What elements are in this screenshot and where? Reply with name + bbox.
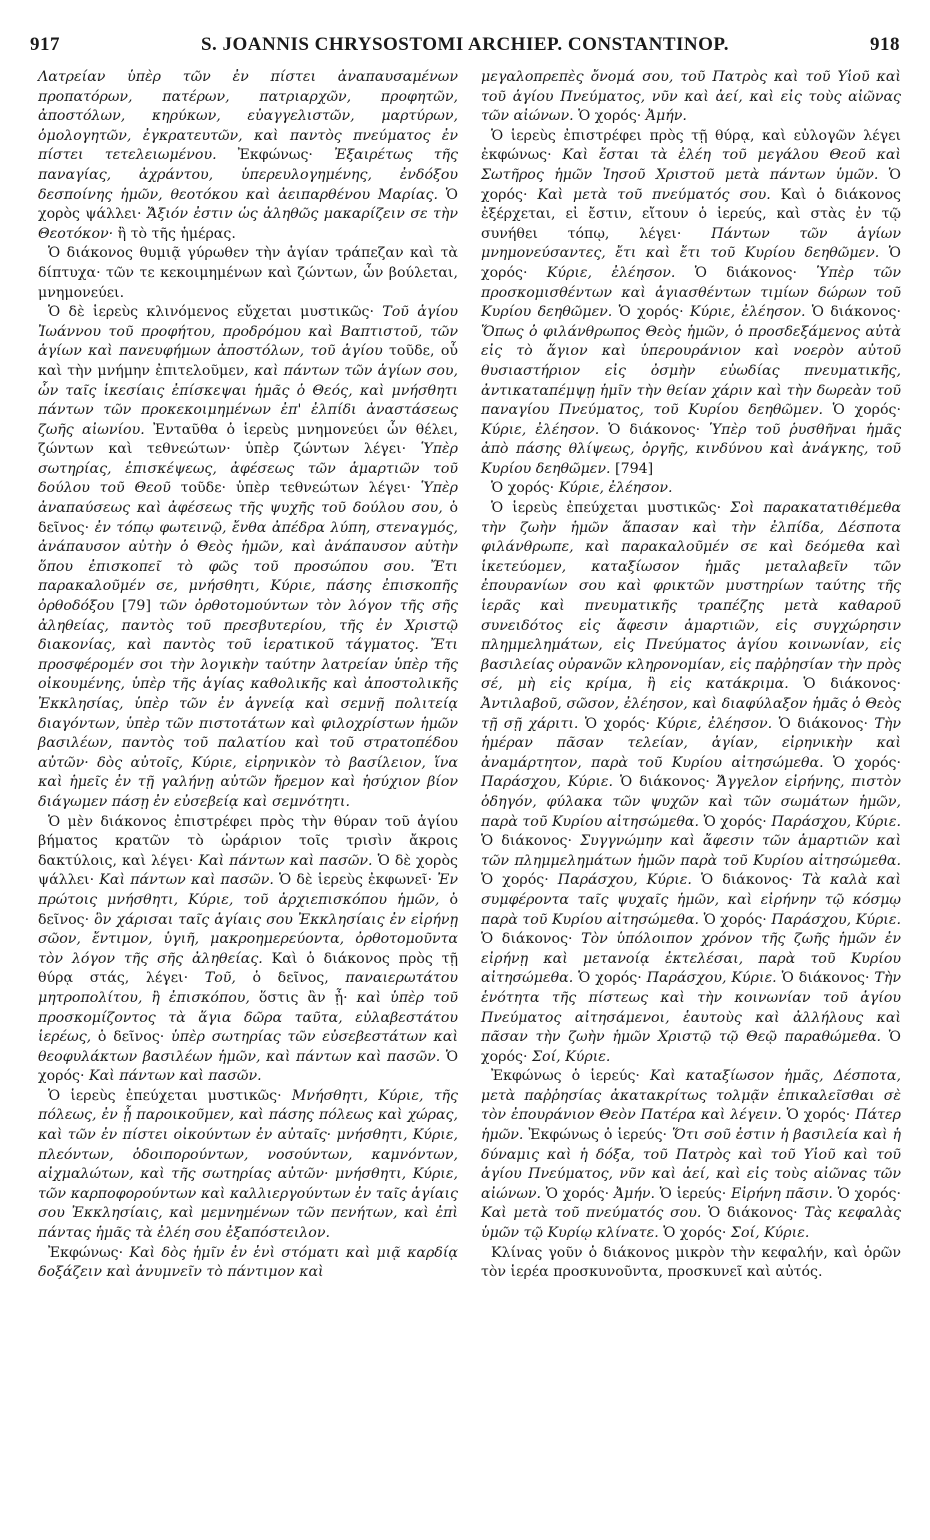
paragraph [38,813,458,1087]
rubric-text: Ὁ μὲν διάκονος ἐπιστρέφει πρὸς τὴν θύραν τοῦ ἁγίου βήματος κρατῶν τὸ ὠράριον τοῖς τρισὶν ἄκροις δακτύλοις, καὶ λέγει· [38,813,458,869]
liturgical-text: Ἐξαιρέτως τῆς παναγίας, ἀχράντου, ὑπερευλογημένης, ἐνδόξου δεσποίνης ἡμῶν, θεοτόκου καὶ ἀειπαρθένου Μαρίας. [38,147,458,203]
liturgical-text: καὶ ὑπὲρ τοῦ προσκομίζοντος τὰ ἅγια δῶρα ταῦτα, εὐλαβεστάτου ἱερέως, [38,989,458,1046]
liturgical-text: Ἀμήν. [641,108,687,125]
liturgical-text: Τὴν ἑνότητα τῆς πίστεως καὶ τὴν κοινωνίαν τοῦ ἁγίου Πνεύματος αἰτησάμενοι, ἑαυτοὺς καὶ ἀλλήλους καὶ πᾶσαν τὴν ζωὴν ἡμῶν Χριστῷ τῷ Θεῷ παραθώμεθα. [481,970,901,1046]
rubric-text: Ὁ χορός· [481,1029,901,1065]
liturgical-text: ὃν χάρισαι ταῖς ἁγίαις σου Ἐκκλησίαις ἐν εἰρήνῃ σῶον, ἔντιμον, ὑγιῆ, μακροημερεύοντα, ὀρθοτομοῦντα τὸν λόγον τῆς σῆς ἀληθείας. [38,911,458,967]
rubric-text: ὁ δεῖνος· [91,1029,165,1046]
liturgical-text: Ἐν πρώτοις μνήσθητι, Κύριε, τοῦ ἀρχιεπισκόπου ἡμῶν, [38,872,458,908]
rubric-text: Ὁ χορός· [481,245,901,281]
paragraph [38,1244,458,1283]
liturgical-text: Κύριε, ἐλέησον. [527,264,676,281]
right-column [481,68,901,1283]
liturgical-text: Πάντων τῶν ἁγίων μνημονεύσαντες, ἔτι καὶ ἔτι τοῦ Κυρίου δεηθῶμεν. [481,225,901,262]
liturgical-text: Παράσχου, Κύριε. [481,774,614,791]
liturgical-text: τῶν ὀρθοτομούντων τὸν λόγον τῆς σῆς ἀληθείας, παντὸς τοῦ πρεσβυτερίου, τῆς ἐν Χριστῷ διακονίας, καὶ παντὸς τοῦ ἱερατικοῦ τάγματος. Ἔτι προσφέρομέν σοι τὴν λογικὴν ταύτην λατρείαν ὑπὲρ τῆς οἰκουμένης, ὑπὲρ τῆς ἁγίας καθολικῆς καὶ ἀποστολικῆς Ἐκκλησίας, ὑπὲρ τῶν ἐν ἁγνείᾳ καὶ σεμνῇ πολιτείᾳ διαγόντων, ὑπὲρ τῶν πιστοτάτων καὶ φιλοχρίστων ἡμῶν βασιλέων, παντὸς τοῦ παλατίου καὶ τοῦ στρατοπέδου αὐτῶν· δὸς αὐτοῖς, Κύριε, εἰρηνικὸν τὸ βασίλειον, ἵνα καὶ ἡμεῖς ἐν τῇ γαλήνῃ αὐτῶν ἤρεμον καὶ ἡσύχιον βίον διάγωμεν πάσῃ ἐν εὐσεβείᾳ καὶ σεμνότητι. [38,598,458,810]
left-column [38,68,458,1283]
rubric-text: Ὁ δὲ ἱερεὺς ἐκφωνεῖ· [273,872,433,889]
liturgical-text: Παράσχου, Κύριε. [548,872,692,889]
liturgical-text: Σοὶ παρακατατιθέμεθα τὴν ζωὴν ἡμῶν ἅπασαν καὶ τὴν ἐλπίδα, Δέσποτα φιλάνθρωπε, καὶ παρακαλοῦμέν σε καὶ δεόμεθα καὶ ἱκετεύομεν, καταξίωσον ἡμᾶς μεταλαβεῖν τῶν ἐπουρανίων σου καὶ φρικτῶν μυστηρίων ταύτης τῆς ἱερᾶς καὶ πνευματικῆς τραπέζης μετὰ καθαροῦ συνειδότος εἰς ἄφεσιν ἁμαρτιῶν, εἰς συγχώρησιν πλημμελημάτων, εἰς Πνεύματος ἁγίου κοινωνίαν, εἰς βασιλείας οὐρανῶν κληρονομίαν, εἰς παῤῥησίαν τὴν πρὸς σέ, μὴ εἰς κρίμα, ἢ εἰς κατάκριμα. [481,500,901,693]
liturgical-text: Καὶ δὸς ἡμῖν ἐν ἑνὶ στόματι καὶ μιᾷ καρδίᾳ δοξάζειν καὶ ἀνυμνεῖν τὸ πάντιμον καὶ [38,1244,458,1281]
rubric-text: Ὁ χορός· [823,754,901,771]
rubric-text: ὁ δεῖνος· [38,891,458,928]
rubric-text: Ὁ διάκονος· [805,304,901,321]
rubric-text: Ὁ δὲ χορὸς ψάλλει· [38,852,459,889]
paragraph [481,68,901,127]
rubric-text: Ὁ διάκονος θυμιᾷ γύρωθεν τὴν ἁγίαν τράπεζαν καὶ τὰ δίπτυχα· τῶν τε κεκοιμημένων καὶ ζώντων, ὧν βούλεται, μνημονεύει. [38,245,458,301]
liturgical-text: Τὸν ὑπόλοιπον χρόνον τῆς ζωῆς ἡμῶν ἐν εἰρήνῃ καὶ μετανοίᾳ ἐκτελέσαι, παρὰ τοῦ Κυρίου αἰτησώμεθα. [481,931,901,987]
liturgical-text: ἐν τόπῳ φωτεινῷ, ἔνθα ἀπέδρα λύπη, στεναγμός, ἀνάπαυσον αὐτὴν ὁ Θεὸς ἡμῶν, καὶ ἀνάπαυσον αὐτὴν ὅπου ἐπισκοπεῖ τὸ φῶς τοῦ προσώπου σου. Ἔτι παρακαλοῦμέν σε, μνήσθητι, Κύριε, πάσης ἐπισκοπῆς ὀρθοδόξου [38,519,458,615]
rubric-text: Ὁ ἱερεὺς ἐπεύχεται μυστικῶς· [491,500,722,517]
rubric-text: ὁ δεῖνος· [38,500,458,536]
liturgical-text: Κύριε, ἐλέησον. [554,480,673,497]
rubric-text: Ὁ χορός· [832,1185,901,1202]
liturgical-text: Πάτερ ἡμῶν. [481,1107,901,1144]
liturgical-text: Συγγνώμην καὶ ἄφεσιν τῶν ἁμαρτιῶν καὶ τῶν πλημμελημάτων ἡμῶν παρὰ τοῦ Κυρίου αἰτησώμεθα. [481,833,902,869]
column-number-left: 917 [30,34,60,55]
rubric-text: Ὁ δὲ ἱερεὺς κλινόμενος εὔχεται μυστικῶς· [48,304,374,321]
liturgical-text: Ὑπὲρ τῶν προσκομισθέντων καὶ ἁγιασθέντων τιμίων δώρων τοῦ Κυρίου δεηθῶμεν. [481,264,901,321]
liturgical-text: Τὰς κεφαλὰς ὑμῶν τῷ Κυρίῳ κλίνατε. [481,1205,901,1242]
rubric-text: Ὁ διάκονος· [691,872,793,889]
liturgical-text: Σοί, Κύριε. [726,1225,810,1242]
rubric-text: Ὁ ἱερεὺς ἐπεύχεται μυστικῶς· [48,1087,282,1104]
liturgical-text: Ὅπως ὁ φιλάνθρωπος Θεὸς ἡμῶν, ὁ προσδεξάμενος αὐτὰ εἰς τὸ ἅγιον καὶ ὑπερουράνιον καὶ νοερὸν αὐτοῦ θυσιαστήριον εἰς ὀσμὴν εὐωδίας πνευματικῆς, ἀντικαταπέμψῃ ἡμῖν τὴν θείαν χάριν καὶ τὴν δωρεὰν τοῦ παναγίου Πνεύματος, τοῦ Κυρίου δεηθῶμεν. [481,323,901,419]
paragraph [38,303,458,812]
rubric-text: Καὶ ὁ διάκονος ἐξέρχεται, εἰ ἔστιν, εἴτουν ὁ ἱερεύς, καὶ στὰς ἐν τῷ συνήθει τόπῳ, λέγει· [481,186,901,242]
rubric-text: ἢ τὸ τῆς ἡμέρας. [113,225,236,242]
liturgical-text: Καὶ πάντων καὶ πασῶν. [84,1068,262,1085]
rubric-text: ὅστις ἂν ᾖ· [249,989,348,1006]
rubric-text: Ὁ διάκονος· [481,931,573,948]
paragraph [38,68,458,244]
rubric-text: Ὁ ἱερεύς· [654,1185,727,1202]
rubric-text: Ὁ χορός· [481,166,901,203]
liturgical-text: μεγαλοπρεπὲς ὄνομά σου, τοῦ Πατρὸς καὶ τοῦ Υἱοῦ καὶ τοῦ ἁγίου Πνεύματος, νῦν καὶ ἀεί, καὶ εἰς τοὺς αἰῶνας τῶν αἰώνων. [481,69,901,125]
liturgical-text: Καὶ πάντων καὶ πασῶν. [193,852,373,869]
rubric-text: Ὁ χορός· [573,108,642,125]
rubric-text: Ὁ χορός· [699,911,767,928]
paragraph [481,1067,901,1243]
rubric-text: Ὁ διάκονος· [481,833,573,850]
paragraph [481,1244,901,1283]
rubric-text: Ἐκφώνως· [48,1244,124,1261]
liturgical-text: Ὅτι σοῦ ἐστιν ἡ βασιλεία καὶ ἡ δύναμις καὶ ἡ δόξα, τοῦ Πατρὸς καὶ τοῦ Υἱοῦ καὶ τοῦ ἁγίου Πνεύματος, νῦν καὶ ἀεί, καὶ εἰς τοὺς αἰῶνας τῶν αἰώνων. [481,1127,901,1202]
rubric-text: Ὁ χορός· [481,872,549,889]
liturgical-text: Ἄξιόν ἐστιν ὡς ἀληθῶς μακαρίζειν σε τὴν Θεοτόκον· [38,206,459,242]
liturgical-text: Σοί, Κύριε. [527,1048,611,1065]
rubric-text: [794] [610,460,654,477]
rubric-text: [79] [114,598,151,615]
rubric-text: Ὁ χορός· [573,970,642,987]
liturgical-text: Παράσχου, Κύριε. [766,813,901,830]
rubric-text: τοῦδε, οὗ καὶ τὴν μνήμην ἐπιτελοῦμεν, [38,343,459,379]
liturgical-text: Ὑπὲρ σωτηρίας, ἐπισκέψεως, ἀφέσεως τῶν ἁμαρτιῶν τοῦ δούλου τοῦ Θεοῦ [38,441,458,497]
liturgical-text: Τὰ καλὰ καὶ συμφέροντα ταῖς ψυχαῖς ἡμῶν, καὶ εἰρήνην τῷ κόσμῳ παρὰ τοῦ Κυρίου αἰτησώμεθα. [481,872,901,928]
rubric-text: Ὁ χορός· [781,1107,851,1124]
rubric-text: Ὁ διάκονος· [772,715,868,732]
rubric-text: Ἐκφώνως ὁ ἱερεύς· [491,1068,640,1085]
rubric-text: Ὁ διάκονος· [701,1205,798,1222]
paragraph [481,499,901,1067]
liturgical-text: Τοῦ, [188,970,236,987]
rubric-text: Ὁ διάκονος· [776,970,870,987]
rubric-text: Ὁ χορός· [612,304,684,321]
liturgical-text: Λατρείαν ὑπὲρ τῶν ἐν πίστει ἀναπαυσαμένων προπατόρων, πατέρων, πατριαρχῶν, προφητῶν, ἀποστόλων, κηρύκων, εὐαγγελιστῶν, μαρτύρων, ὁμολογητῶν, ἐγκρατευτῶν, καὶ παντὸς πνεύματος ἐν πίστει τετελειωμένου. [38,69,458,164]
paragraph [38,244,458,303]
rubric-text: Ὁ χορός· [38,1048,459,1085]
column-number-right: 918 [870,34,900,55]
liturgical-text: Τὴν ἡμέραν πᾶσαν τελείαν, ἁγίαν, εἰρηνικὴν καὶ ἀναμάρτητον, παρὰ τοῦ Κυρίου αἰτησώμεθα. [481,715,901,771]
paragraph [481,479,901,499]
rubric-text: Ὁ χορὸς ψάλλει· [38,186,459,223]
rubric-text: ὁ δεῖνος, [235,970,329,987]
rubric-text: Ὁ χορός· [699,813,767,830]
rubric-text: Ὁ χορός· [491,480,555,497]
paragraph [481,127,901,480]
liturgical-text: Παράσχου, Κύριε. [766,911,901,928]
liturgical-text: Καὶ πάντων καὶ πασῶν. [94,872,274,889]
liturgical-text: ὑπὲρ σωτηρίας τῶν εὐσεβεστάτων καὶ θεοφυλάκτων βασιλέων ἡμῶν, καὶ πάντων καὶ πασῶν. [38,1029,459,1065]
paragraph [38,1087,458,1244]
liturgical-text: Μνήσθητι, Κύριε, τῆς πόλεως, ἐν ᾗ παροικοῦμεν, καὶ πάσης πόλεως καὶ χώρας, καὶ τῶν ἐν πίστει οἰκούντων ἐν αὐταῖς· μνήσθητι, Κύριε, πλεόντων, ὁδοιπορούντων, νοσούντων, καμνόντων, αἰχμαλώτων, καὶ τῆς σωτηρίας αὐτῶν· μνήσθητι, Κύριε, τῶν καρποφορούντων καὶ καλλιεργούντων ἐν ταῖς ἁγίαις σου Ἐκκλησίαις, καὶ μεμνημένων τῶν πενήτων, καὶ ἐπὶ πάντας ἡμᾶς τὰ ἐλέη σου ἐξαπόστειλον. [38,1087,458,1242]
liturgical-text: Παράσχου, Κύριε. [641,970,777,987]
liturgical-text: Καὶ μετὰ τοῦ πνεύματός σου. [481,1205,702,1222]
liturgical-text: Ὑπὲρ ἀναπαύσεως καὶ ἀφέσεως τῆς ψυχῆς τοῦ δούλου σου, [38,480,459,517]
liturgical-text: Κύριε, ἐλέησον. [481,421,600,438]
rubric-text: Ὁ χορός· [822,402,901,419]
liturgical-text: παναιερωτάτου μητροπολίτου, ἢ ἐπισκόπου, [38,970,459,1006]
rubric-text: Κλίνας γοῦν ὁ διάκονος μικρὸν τὴν κεφαλήν, καὶ ὁρῶν τὸν ἱερέα προσκυνοῦντα, προσκυνεῖ καὶ αὐτός. [481,1244,901,1281]
rubric-text: Ὁ χορός· [578,715,650,732]
rubric-text: Ὁ χορός· [658,1225,727,1242]
liturgical-text: Καὶ καταξίωσον ἡμᾶς, Δέσποτα, μετὰ παῤῥησίας ἀκατακρίτως τολμᾷν ἐπικαλεῖσθαι σὲ τὸν ἐπουράνιον Θεὸν Πατέρα καὶ λέγειν. [481,1068,901,1124]
rubric-text: τοῦδε· ὑπὲρ τεθνεώτων λέγει· [170,480,411,497]
rubric-text: Ἐνταῦθα ὁ ἱερεὺς μνημονεύει ὧν θέλει, ζώντων καὶ τεθνεώτων· ὑπὲρ ζώντων λέγει· [38,421,458,458]
running-header [30,34,900,60]
rubric-text: Ἐκφώνως ὁ ἱερεύς· [523,1127,668,1144]
rubric-text: Ὁ διάκονος· [675,264,797,281]
liturgical-text: Καὶ μετὰ τοῦ πνεύματός σου. [527,186,771,203]
liturgical-text: Ἀντιλαβοῦ, σῶσον, ἐλέησον, καὶ διαφύλαξον ἡμᾶς ὁ Θεὸς τῇ σῇ χάριτι. [481,696,901,732]
rubric-text: Ὁ διάκονος· [599,421,701,438]
rubric-text: Ἐκφώνως· [216,147,313,164]
rubric-text: Ὁ διάκονος· [788,676,901,693]
liturgical-text: Κύριε, ἐλέησον. [649,715,773,732]
liturgical-text: καὶ πάντων τῶν ἁγίων σου, ὧν ταῖς ἱκεσίαις ἐπίσκεψαι ἡμᾶς ὁ Θεός, καὶ μνήσθητι πάντων τῶν προκεκοιμημένων ἐπ' ἐλπίδι ἀναστάσεως ζωῆς αἰωνίου. [38,362,458,438]
liturgical-text: Εἰρήνη πᾶσιν. [726,1185,833,1202]
liturgical-text: Ὑπὲρ τοῦ ῥυσθῆναι ἡμᾶς ἀπὸ πάσης θλίψεως, ὀργῆς, κινδύνου καὶ ἀνάγκης, τοῦ Κυρίου δεηθῶμεν. [481,421,902,477]
rubric-text: Ὁ ἱερεὺς ἐπιστρέφει πρὸς τῇ θύρᾳ, καὶ εὐλογῶν λέγει ἐκφώνως· [481,127,901,164]
liturgical-text: Τοῦ ἁγίου Ἰωάννου τοῦ προφήτου, προδρόμου καὶ Βαπτιστοῦ, τῶν ἁγίων καὶ πανευφήμων ἀποστόλων, τοῦ ἁγίου [38,304,458,360]
running-title: S. JOANNIS CHRYSOSTOMI ARCHIEP. CONSTANTINOP. [200,34,730,55]
liturgical-text: Ἀμήν. [609,1185,655,1202]
liturgical-text: Κύριε, ἐλέησον. [683,304,806,321]
rubric-text: Ὁ χορός· [541,1185,610,1202]
liturgical-text: Ἄγγελον εἰρήνης, πιστὸν ὁδηγόν, φύλακα τῶν ψυχῶν καὶ τῶν σωμάτων ἡμῶν, παρὰ τοῦ Κυρίου αἰτησώμεθα. [481,774,902,830]
rubric-text: Καὶ ὁ διάκονος πρὸς τῇ θύρᾳ στάς, λέγει· [38,950,458,987]
liturgical-text: Καὶ ἔσται τὰ ἐλέη τοῦ μεγάλου Θεοῦ καὶ Σωτῆρος ἡμῶν Ἰησοῦ Χριστοῦ μετὰ πάντων ὑμῶν. [481,147,901,183]
rubric-text: Ὁ διάκονος· [613,774,710,791]
